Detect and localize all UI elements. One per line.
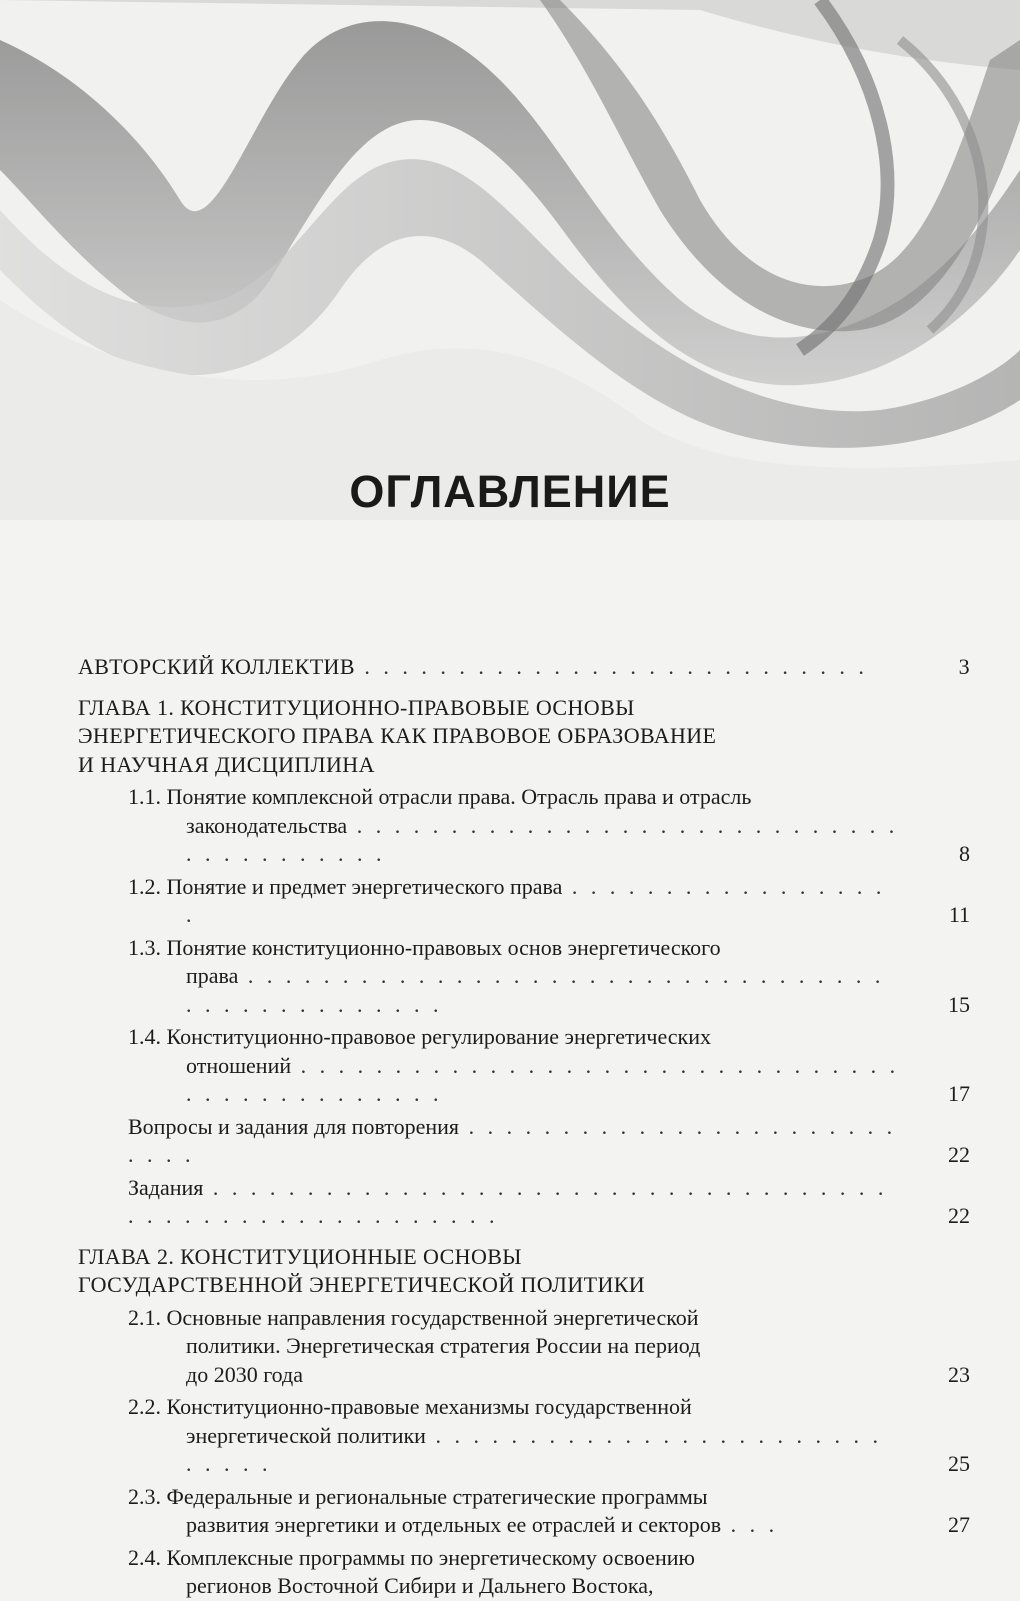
toc-line: законодательства [186, 812, 348, 838]
toc-line: 2.1. Основные направления государственной энергетической [128, 1304, 699, 1330]
toc-leader-dots: . . . . . . . . . . . . . . . . . . . . . . . . . . . . . . . . . . . . . . . . . . . . . . . . [186, 963, 885, 1017]
toc-entry[interactable] [78, 1113, 970, 1170]
toc-entry[interactable] [78, 1023, 970, 1109]
toc-leader-dots: . . . . . . . . . . . . . . . . . . . . . . . . . . . . . [186, 1422, 882, 1476]
toc-line: ГОСУДАРСТВЕННОЙ ЭНЕРГЕТИЧЕСКОЙ ПОЛИТИКИ [78, 1272, 646, 1297]
toc-entry[interactable] [78, 1304, 970, 1390]
toc-entry-title [128, 1393, 970, 1479]
toc-line: 2.4. Комплексные программы по энергетическому освоению [128, 1544, 695, 1570]
toc-line: Задания [128, 1174, 204, 1200]
toc-leader-dots: . . . [721, 1512, 779, 1537]
toc-line: 1.1. Понятие комплексной отрасли права. Отрасль права и отрасль [128, 784, 752, 809]
toc-leader-dots: . . . . . . . . . . . . . . . . . . . . . . . . . . . . . . . . . . . . . . . . . . . . . . . . . . . . . . . . [128, 1174, 888, 1228]
toc-gap [78, 1231, 970, 1243]
toc-line: отношений [186, 1052, 292, 1078]
toc-line: ГЛАВА 1. КОНСТИТУЦИОННО-ПРАВОВЫЕ ОСНОВЫ [78, 694, 635, 720]
toc-line: АВТОРСКИЙ КОЛЛЕКТИВ [78, 654, 355, 679]
toc-page-number: 27 [948, 1512, 970, 1537]
toc-line: И НАУЧНАЯ ДИСЦИПЛИНА [78, 751, 375, 777]
decorative-swirl-art [0, 0, 1020, 520]
toc-line: 1.4. Конституционно-правовое регулирование энергетических [128, 1024, 712, 1049]
toc-page-number: 25 [948, 1451, 970, 1476]
toc-entry[interactable] [78, 1174, 970, 1231]
toc-line: регионов Восточной Сибири и Дальнего Востока, [186, 1573, 654, 1598]
toc-line: 1.3. Понятие конституционно-правовых основ энергетического [128, 934, 721, 960]
toc-entry-title [78, 694, 970, 780]
toc-entry-title [128, 1174, 970, 1231]
toc-entry-title [128, 873, 970, 930]
toc-page-number: 8 [959, 841, 970, 866]
table-of-contents [78, 653, 970, 1601]
toc-entry[interactable] [78, 694, 970, 780]
toc-entry[interactable] [78, 934, 970, 1020]
toc-leader-dots: . . . . . . . . . . . . . . . . . . [186, 873, 886, 927]
toc-page-number: 22 [948, 1142, 970, 1167]
toc-entry[interactable] [78, 1243, 970, 1300]
toc-entry-title [128, 1023, 970, 1109]
page-title: ОГЛАВЛЕНИЕ [349, 466, 671, 517]
toc-entry-title [128, 1113, 970, 1170]
toc-line: ЭНЕРГЕТИЧЕСКОГО ПРАВА КАК ПРАВОВОЕ ОБРАЗОВАНИЕ [78, 723, 717, 748]
toc-leader-dots: . . . . . . . . . . . . . . . . . . . . . . . . . . . [128, 1113, 897, 1167]
toc-line: права [186, 963, 239, 988]
toc-page-number: 11 [948, 902, 970, 927]
toc-gap [78, 682, 970, 694]
toc-entry[interactable] [78, 1483, 970, 1540]
toc-line: до 2030 года [186, 1361, 303, 1387]
toc-entry-title [128, 1483, 970, 1540]
toc-line: 2.3. Федеральные и региональные стратегические программы [128, 1483, 708, 1509]
toc-page-number: 15 [948, 991, 970, 1017]
toc-page-number: 17 [948, 1081, 970, 1106]
toc-entry-title [78, 653, 970, 682]
toc-entry[interactable] [78, 653, 970, 682]
toc-entry-title [128, 1544, 970, 1601]
toc-entry-title [128, 934, 970, 1020]
toc-entry[interactable] [78, 1544, 970, 1601]
toc-entry-title [78, 1243, 970, 1300]
toc-line: ГЛАВА 2. КОНСТИТУЦИОННЫЕ ОСНОВЫ [78, 1243, 522, 1269]
toc-page-number: 23 [948, 1361, 970, 1387]
toc-line: развития энергетики и отдельных ее отраслей и секторов [186, 1512, 722, 1537]
toc-line: политики. Энергетическая стратегия России на период [186, 1333, 701, 1358]
toc-entry-title [128, 783, 970, 869]
toc-leader-dots: . . . . . . . . . . . . . . . . . . . . . . . . . . . [354, 654, 868, 679]
toc-entry[interactable] [78, 1393, 970, 1479]
toc-page-number: 3 [958, 654, 970, 679]
toc-line: 2.2. Конституционно-правовые механизмы государственной [128, 1394, 692, 1419]
toc-line: энергетической политики [186, 1422, 426, 1448]
toc-entry-title [128, 1304, 970, 1390]
toc-entry[interactable] [78, 783, 970, 869]
toc-page-number: 22 [948, 1203, 970, 1228]
toc-line: Вопросы и задания для повторения [128, 1113, 460, 1139]
toc-leader-dots: . . . . . . . . . . . . . . . . . . . . . . . . . . . . . . . . . . . . . . . . . . . . . . [186, 1052, 900, 1106]
toc-leader-dots: . . . . . . . . . . . . . . . . . . . . . . . . . . . . . . . . . . . . . . . . [186, 812, 899, 866]
toc-entry[interactable] [78, 873, 970, 930]
toc-line: 1.2. Понятие и предмет энергетического права [128, 873, 563, 899]
